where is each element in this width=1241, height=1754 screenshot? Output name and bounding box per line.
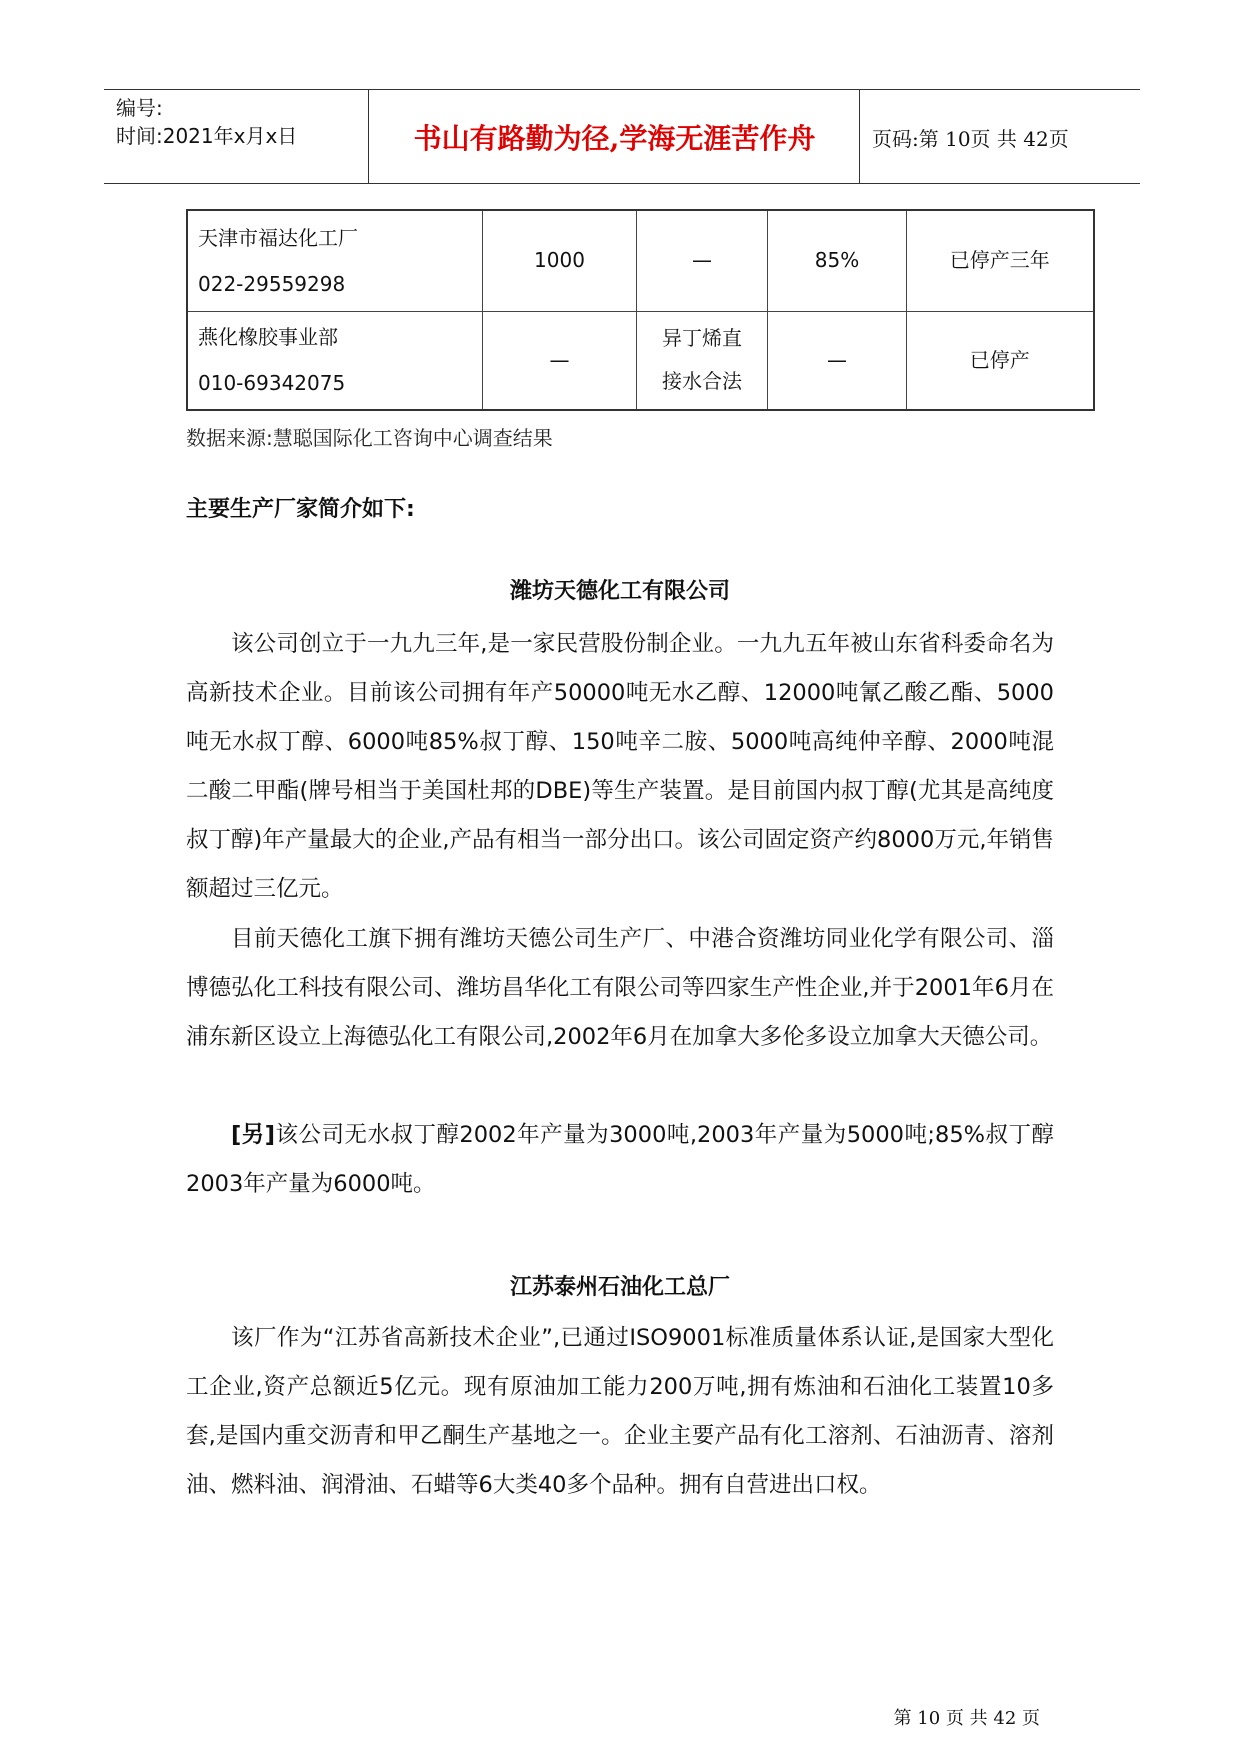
header-meta — [116, 94, 297, 150]
company-cell — [187, 311, 483, 410]
paragraph-note — [186, 1111, 1054, 1209]
status-cell: 已停产三年 — [907, 210, 1094, 311]
table-cell: — — [637, 210, 768, 311]
time-label: 时间:2021年x月x日 — [116, 124, 298, 148]
section-title: 主要生产厂家简介如下: — [186, 497, 415, 522]
note-text: 该公司无水叔丁醇2002年产量为3000吨,2003年产量为5000吨;85%叔丁醇2003年产量为6000吨。 — [186, 1122, 1054, 1197]
table-cell: — — [768, 311, 907, 410]
process-line: 接水合法 — [662, 369, 742, 394]
paragraph: 该公司创立于一九九三年,是一家民营股份制企业。一九九五年被山东省科委命名为高新技术企业。目前该公司拥有年产50000吨无水乙醇、12000吨氰乙酸乙酯、5000吨无水叔丁醇、6000吨85%叔丁醇、150吨辛二胺、5000吨高纯仲辛醇、2000吨混二酸二甲酯(牌号相当于美国杜邦的DBE)等生产装置。是目前国内叔丁醇(尤其是高纯度叔丁醇)年产量最大的企业,产品有相当一部分出口。该公司固定资产约8000万元,年销售额超过三亿元。 — [186, 631, 1054, 902]
table-cell: 85% — [768, 210, 907, 311]
process-cell — [637, 311, 768, 410]
page-header — [104, 89, 1140, 184]
table-cell: 1000 — [483, 210, 637, 311]
table-cell: — — [483, 311, 637, 410]
company-phone: 010-69342075 — [198, 371, 346, 396]
status-cell: 已停产 — [907, 311, 1094, 410]
paragraph: 该厂作为“江苏省高新技术企业”,已通过ISO9001标准质量体系认证,是国家大型化工企业,资产总额近5亿元。现有原油加工能力200万吨,拥有炼油和石油化工装置10多套,是国内重交沥青和甲乙酮生产基地之一。企业主要产品有化工溶剂、石油沥青、溶剂油、燃料油、润滑油、石蜡等6大类40多个品种。拥有自营进出口权。 — [186, 1325, 1054, 1498]
table-row — [187, 311, 1094, 410]
company-name: 天津市福达化工厂 — [198, 225, 358, 250]
company-title: 潍坊天德化工有限公司 — [509, 579, 730, 604]
company-phone: 022-29559298 — [198, 271, 346, 296]
data-source-note: 数据来源:慧聪国际化工咨询中心调查结果 — [186, 426, 553, 450]
process-line: 异丁烯直 — [662, 326, 742, 351]
id-label: 编号: — [116, 96, 163, 120]
page-footer: 第 10 页 共 42 页 — [893, 1708, 1040, 1729]
header-divider — [859, 90, 860, 183]
note-label: [另] — [231, 1122, 276, 1148]
company-title: 江苏泰州石油化工总厂 — [509, 1275, 730, 1300]
header-divider — [368, 90, 369, 183]
header-page-number: 页码:第 10页 共 42页 — [872, 127, 1069, 151]
company-cell — [187, 210, 483, 311]
company-name: 燕化橡胶事业部 — [198, 325, 338, 350]
table-row — [187, 210, 1094, 311]
producer-table — [186, 209, 1095, 411]
paragraph: 目前天德化工旗下拥有潍坊天德公司生产厂、中港合资潍坊同业化学有限公司、淄博德弘化工科技有限公司、潍坊昌华化工有限公司等四家生产性企业,并于2001年6月在浦东新区设立上海德弘化工有限公司,2002年6月在加拿大多伦多设立加拿大天德公司。 — [186, 926, 1054, 1050]
header-motto: 书山有路勤为径,学海无涯苦作舟 — [413, 122, 816, 155]
